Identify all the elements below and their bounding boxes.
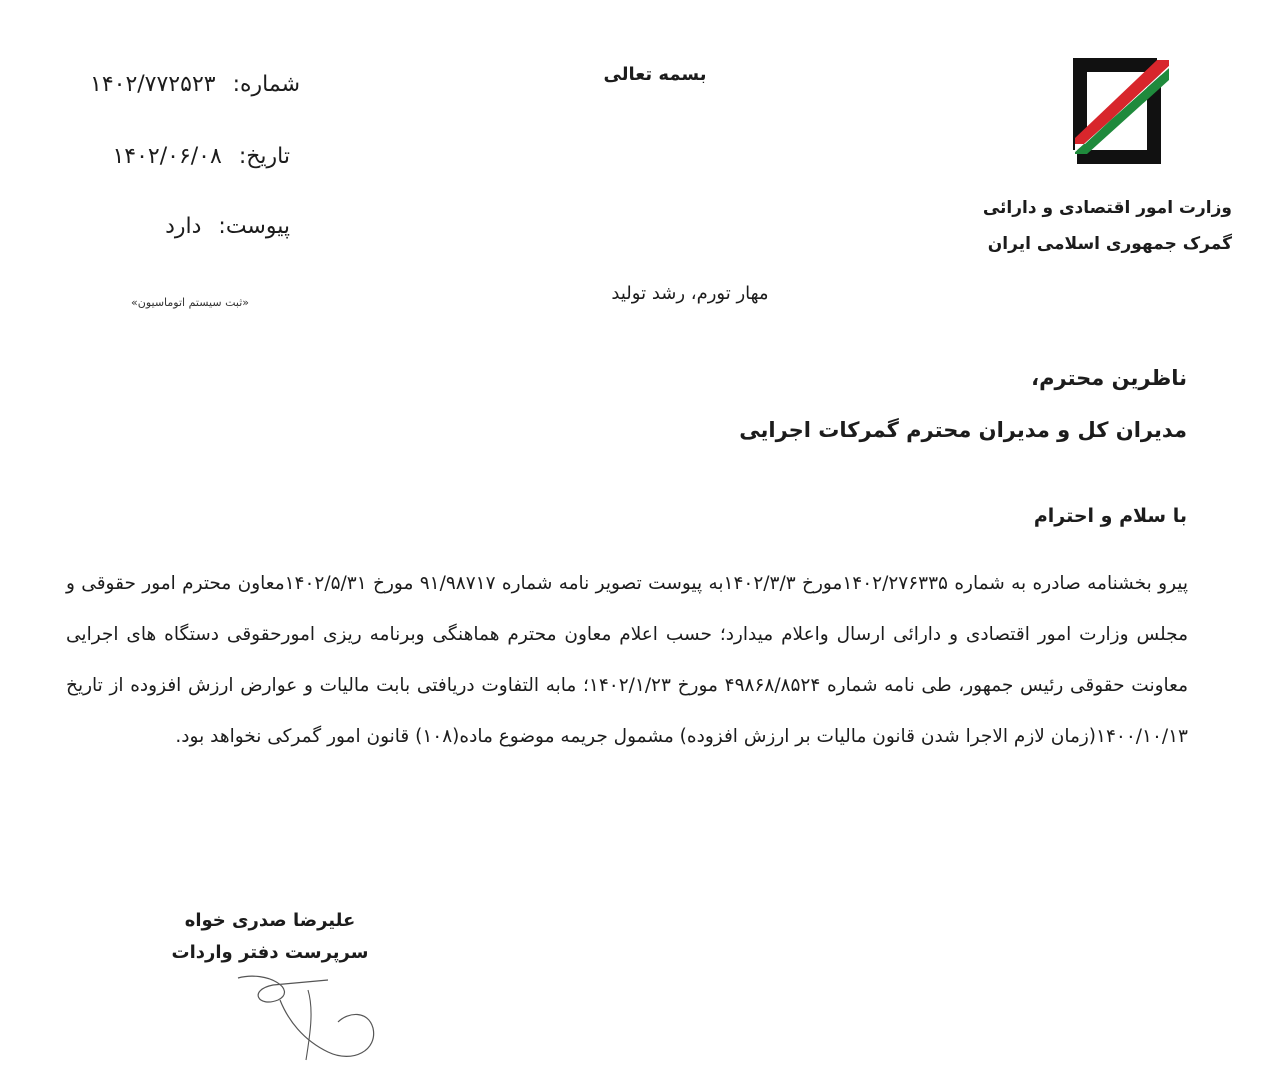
- customs-name: گمرک جمهوری اسلامی ایران: [987, 234, 1232, 254]
- system-registration-note: «ثبت سیستم اتوماسیون»: [131, 296, 249, 309]
- year-slogan: مهار تورم، رشد تولید: [611, 283, 769, 304]
- greeting: با سلام و احترام: [1033, 505, 1187, 527]
- letter-date-label: تاریخ:: [238, 144, 290, 169]
- signer-title: سرپرست دفتر واردات: [171, 942, 369, 963]
- letter-number: [40, 72, 300, 97]
- letter-attachment-value: دارد: [165, 214, 202, 239]
- addressee-line-2: مدیران کل و مدیران محترم گمرکات اجرایی: [739, 418, 1187, 442]
- letter-attachment: [30, 214, 290, 239]
- ministry-name: وزارت امور اقتصادی و دارائی: [982, 198, 1232, 218]
- letter-number-label: شماره:: [232, 72, 300, 97]
- letter-attachment-label: پیوست:: [218, 214, 290, 239]
- letter-body: پیرو بخشنامه صادره به شماره ۱۴۰۲/۲۷۶۳۳۵مورخ ۱۴۰۲/۳/۳به پیوست تصویر نامه شماره ۹۱/۹۸۷۱۷ مورخ ۱۴۰۲/۵/۳۱معاون محترم امور حقوقی و مجلس وزارت امور اقتصادی و دارائی ارسال واعلام میدارد؛ حسب اعلام معاون محترم هماهنگی وبرنامه ریزی امورحقوقی دستگاه های اجرایی معاونت حقوقی رئیس جمهور، طی نامه شماره ۴۹۸۶۸/۸۵۲۴ مورخ ۱۴۰۲/۱/۲۳؛ مابه التفاوت دریافتی بابت مالیات و عوارض ارزش افزوده از تاریخ ۱۴۰۰/۱۰/۱۳(زمان لازم الاجرا شدن قانون مالیات بر ارزش افزوده) مشمول جریمه موضوع ماده(۱۰۸) قانون امور گمرکی نخواهد بود.: [66, 573, 1189, 747]
- letter-number-value: ۱۴۰۲/۷۷۲۵۲۳: [90, 72, 216, 97]
- ministry-header: [932, 190, 1232, 262]
- iran-customs-logo-icon: [1057, 52, 1177, 170]
- letter-date-value: ۱۴۰۲/۰۶/۰۸: [112, 144, 222, 169]
- basmala-heading: بسمه تعالی: [603, 64, 707, 85]
- letter-date: [30, 144, 290, 169]
- addressee-line-1: ناظرین محترم،: [1031, 366, 1187, 390]
- signer-name: علیرضا صدری خواه: [184, 910, 356, 931]
- handwritten-signature-icon: [218, 960, 398, 1070]
